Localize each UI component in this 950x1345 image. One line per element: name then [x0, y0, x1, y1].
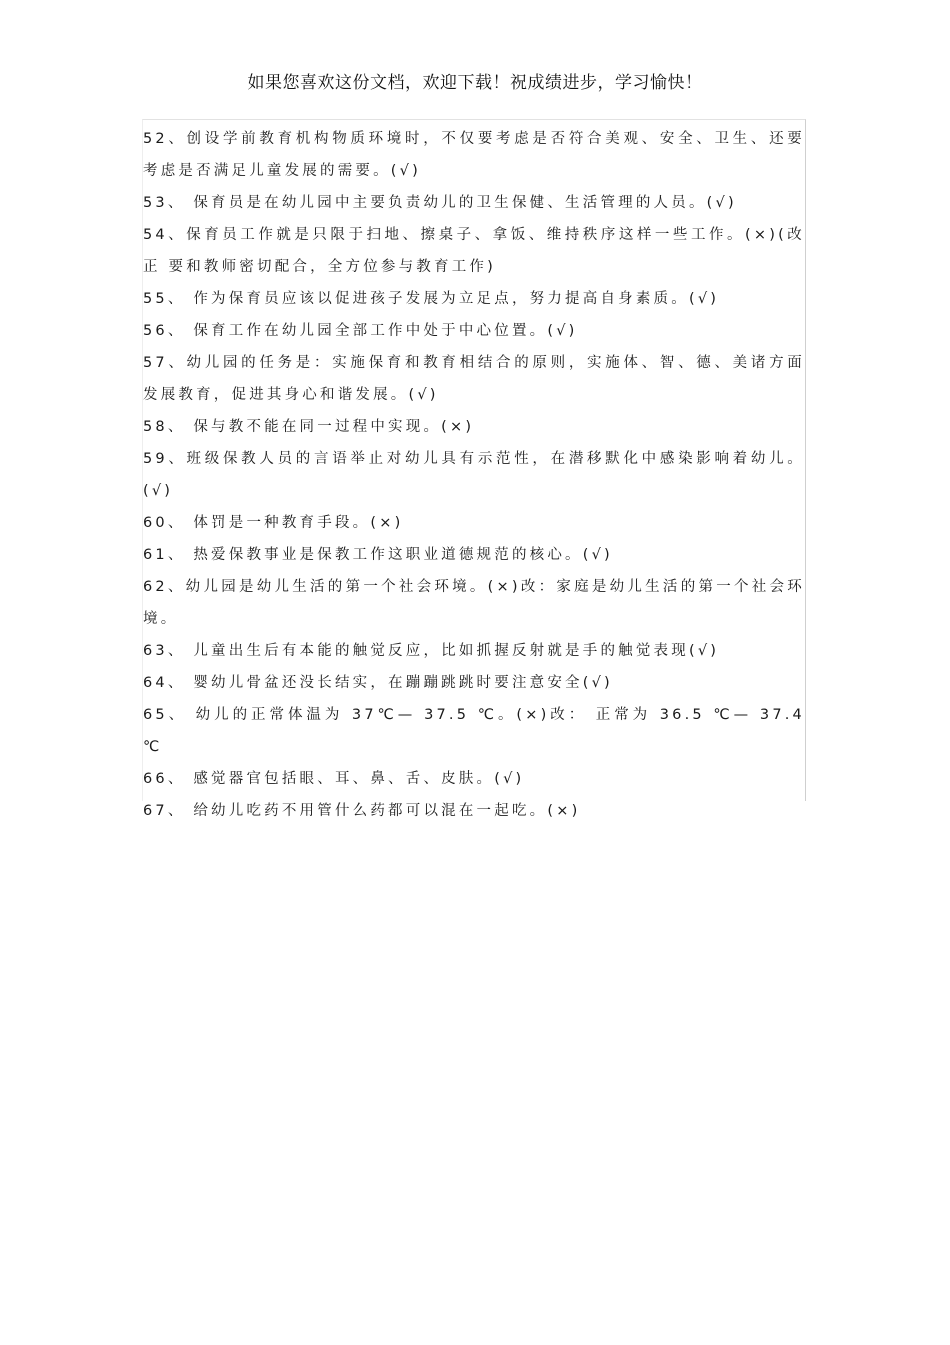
list-item: 65、 幼儿的正常体温为 37℃— 37.5 ℃。(×)改： 正常为 36.5 ℃— 37.4 ℃ — [143, 707, 805, 755]
list-item: 54、保育员工作就是只限于扫地、擦桌子、拿饭、维持秩序这样一些工作。(×)(改正 要和教师密切配合，全方位参与教育工作) — [143, 227, 805, 275]
list-item: 67、 给幼儿吃药不用管什么药都可以混在一起吃。(×) — [143, 803, 581, 819]
list-item: 56、 保育工作在幼儿园全部工作中处于中心位置。(√) — [143, 323, 578, 339]
list-item: 61、 热爱保教事业是保教工作这职业道德规范的核心。(√) — [143, 547, 613, 563]
list-item: 55、 作为保育员应该以促进孩子发展为立足点，努力提高自身素质。(√) — [143, 291, 720, 307]
list-item: 62、幼儿园是幼儿生活的第一个社会环境。(×)改：家庭是幼儿生活的第一个社会环境。 — [143, 579, 805, 627]
list-item: 57、幼儿园的任务是：实施保育和教育相结合的原则，实施体、智、德、美诸方面发展教育，促进其身心和谐发展。(√) — [143, 355, 805, 403]
list-item: 52、创设学前教育机构物质环境时，不仅要考虑是否符合美观、安全、卫生、还要考虑是否满足儿童发展的需要。(√) — [143, 131, 805, 179]
list-item: 63、 儿童出生后有本能的触觉反应，比如抓握反射就是手的触觉表现(√) — [143, 643, 720, 659]
list-item: 53、 保育员是在幼儿园中主要负责幼儿的卫生保健、生活管理的人员。(√) — [143, 195, 737, 211]
list-item: 64、 婴幼儿骨盆还没长结实，在蹦蹦跳跳时要注意安全(√) — [143, 675, 613, 691]
page-header-banner: 如果您喜欢这份文档，欢迎下载！祝成绩进步，学习愉快！ — [247, 73, 703, 93]
list-item: 59、班级保教人员的言语举止对幼儿具有示范性，在潜移默化中感染影响着幼儿。(√) — [143, 451, 805, 499]
list-item: 60、 体罚是一种教育手段。(×) — [143, 515, 404, 531]
list-item: 66、 感觉器官包括眼、耳、鼻、舌、皮肤。(√) — [143, 771, 525, 787]
list-item: 58、 保与教不能在同一过程中实现。(×) — [143, 419, 475, 435]
question-list — [143, 123, 805, 827]
